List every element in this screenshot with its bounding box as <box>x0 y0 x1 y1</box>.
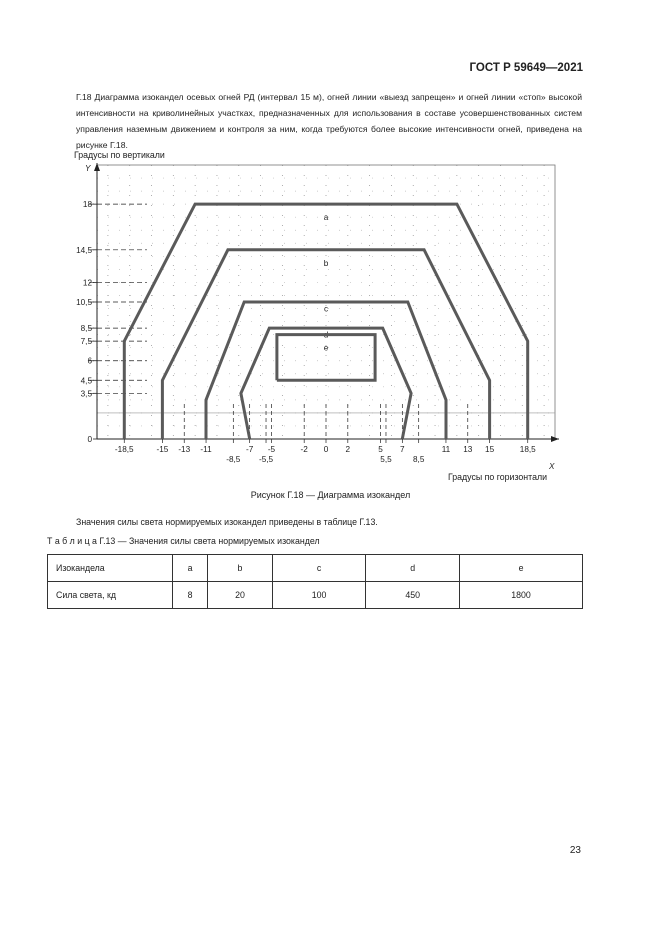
y-tick-label: 7,5 <box>80 337 92 347</box>
y-tick-label: 6 <box>87 356 92 366</box>
table-cell: b <box>208 555 272 582</box>
table-cell: 1800 <box>460 582 583 609</box>
x-tick-label: 2 <box>345 445 351 454</box>
y-tick-label: 0 <box>87 435 92 444</box>
x-axis-letter: X <box>549 462 555 471</box>
body-paragraph: Г.18 Диаграмма изокандел осевых огней РД (интервал 15 м), огней линии «выезд запрещен» и огней линии «стоп» высокой интенсивности на криволинейных участках, предназначенных для использования в составе усовершенствованных систем управления наземным движением и контроля за ним, когда требуются более высокие интенсивности огней, приведена на рисунке Г.18. <box>76 92 582 150</box>
table-cell: a <box>173 555 208 582</box>
table-row <box>48 555 583 582</box>
page-number: 23 <box>569 845 581 856</box>
isocandela-label-e: e <box>323 343 329 353</box>
x-tick-label: -5 <box>267 445 276 454</box>
x-tick-label: 8,5 <box>412 455 425 464</box>
isocandela-line-a <box>124 204 527 439</box>
table-row <box>48 582 583 609</box>
x-tick-label: -2 <box>300 445 308 454</box>
table-cell: c <box>272 555 366 582</box>
table-cell: Сила света, кд <box>48 582 173 609</box>
x-tick-label: 13 <box>463 445 473 454</box>
y-tick-label: 4,5 <box>80 376 92 386</box>
x-tick-label: -13 <box>178 445 191 454</box>
table-cell: 8 <box>173 582 208 609</box>
isocandela-label-c: c <box>323 304 329 314</box>
table-cell: 100 <box>272 582 366 609</box>
table-cell: d <box>366 555 460 582</box>
table-cell: Изокандела <box>48 555 173 582</box>
table-title: Т а б л и ц а Г.13 — Значения силы света нормируемых изокандел <box>47 536 320 546</box>
y-axis-letter: Y <box>85 164 91 173</box>
isocandela-table <box>47 554 583 609</box>
isocandela-line-e <box>277 335 375 381</box>
y-tick-label: 18 <box>82 200 92 210</box>
x-axis-title: Градусы по горизонтали <box>448 472 548 482</box>
x-tick-label: -8,5 <box>226 455 241 464</box>
x-tick-label: -11 <box>200 445 212 454</box>
y-tick-label: 14,5 <box>76 245 92 255</box>
table-cell: e <box>460 555 583 582</box>
y-tick-label: 10,5 <box>76 298 92 307</box>
x-tick-label: -7 <box>246 445 254 454</box>
x-tick-label: 11 <box>441 445 451 454</box>
isocandela-label-a: a <box>323 213 329 223</box>
y-tick-label: 12 <box>82 278 92 288</box>
y-axis-arrow-icon <box>94 163 100 171</box>
x-tick-label: 0 <box>323 445 329 454</box>
x-tick-label: -18,5 <box>114 445 134 454</box>
x-tick-label: 15 <box>485 445 495 454</box>
x-tick-label: 5,5 <box>380 455 392 464</box>
y-tick-label: 3,5 <box>80 389 92 399</box>
table-cell: 20 <box>208 582 272 609</box>
x-tick-label: 5 <box>378 445 383 454</box>
table-intro-text: Значения силы света нормируемых изокандел приведены в таблице Г.13. <box>76 517 378 527</box>
x-tick-label: 18,5 <box>519 445 536 454</box>
x-tick-label: -5,5 <box>258 455 274 464</box>
table-cell: 450 <box>366 582 460 609</box>
document-header: ГОСТ Р 59649—2021 <box>469 62 583 74</box>
y-tick-label: 8,5 <box>80 324 92 334</box>
x-tick-label: 7 <box>400 445 405 454</box>
x-tick-label: -15 <box>156 445 169 454</box>
figure-caption: Рисунок Г.18 — Диаграмма изокандел <box>250 490 411 500</box>
isocandela-label-d: d <box>323 330 329 340</box>
isocandela-label-b: b <box>323 258 329 268</box>
y-axis-title: Градусы по вертикали <box>74 150 165 160</box>
